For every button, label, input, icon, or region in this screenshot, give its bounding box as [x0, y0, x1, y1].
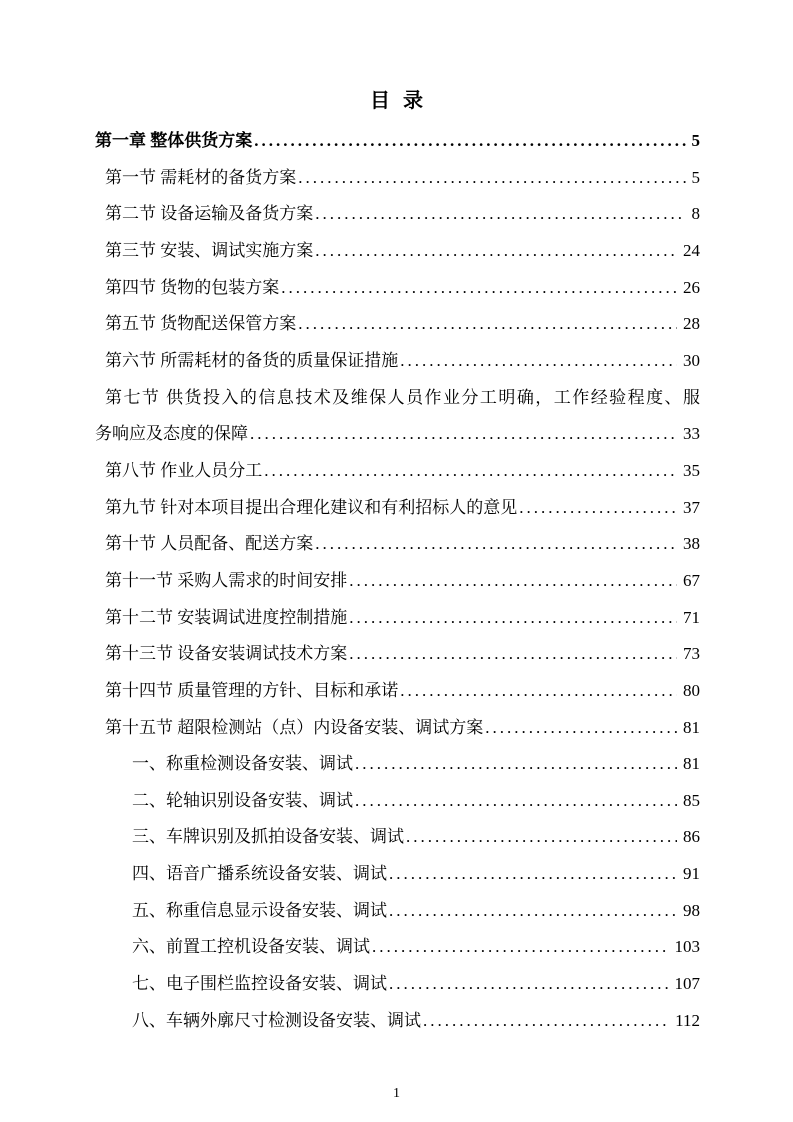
toc-entry-text: 第十二节 安装调试进度控制措施: [105, 607, 348, 627]
toc-entry[interactable]: [95, 929, 700, 966]
toc-entry[interactable]: [95, 563, 700, 600]
toc-entry-page: 91: [683, 864, 700, 884]
toc-entry-text: 四、语音广播系统设备安装、调试: [132, 864, 387, 884]
toc-entry-page: 30: [683, 350, 700, 370]
toc-entry[interactable]: [95, 966, 700, 1003]
toc-entry-page: 35: [683, 460, 700, 480]
dot-leader: [400, 673, 677, 710]
toc-entry[interactable]: [95, 123, 700, 160]
toc-entry-text: 第九节 针对本项目提出合理化建议和有利招标人的意见: [105, 497, 518, 517]
toc-entry-page: 67: [683, 570, 700, 590]
toc-entry-text: 第六节 所需耗材的备货的质量保证措施: [105, 350, 399, 370]
toc-entry-page: 24: [683, 240, 700, 260]
dot-leader: [372, 929, 669, 966]
toc-entry-page: 26: [683, 277, 700, 297]
toc-entry-text: 五、称重信息显示设备安装、调试: [132, 900, 387, 920]
toc-entry-text: 务响应及态度的保障: [95, 424, 248, 444]
toc-entry-page: 8: [691, 204, 700, 224]
dot-leader: [389, 966, 669, 1003]
dot-leader: [315, 233, 677, 270]
toc-entry[interactable]: [95, 233, 700, 270]
dot-leader: [355, 746, 677, 783]
dot-leader: [298, 160, 685, 197]
toc-entry[interactable]: [95, 710, 700, 747]
toc-entry-page: 5: [691, 167, 700, 187]
toc-list: [95, 123, 700, 1039]
toc-entry-text: 第八节 作业人员分工: [105, 460, 263, 480]
toc-entry[interactable]: [95, 380, 700, 453]
dot-leader: [349, 563, 677, 600]
toc-entry-text: 二、轮轴识别设备安装、调试: [132, 790, 353, 810]
toc-entry-text: 第七节 供货投入的信息技术及维保人员作业分工明确，工作经验程度、服: [105, 387, 700, 407]
dot-leader: [349, 600, 677, 637]
dot-leader: [264, 453, 677, 490]
toc-entry-text: 第十四节 质量管理的方针、目标和承诺: [105, 680, 399, 700]
toc-entry-page: 81: [683, 717, 700, 737]
toc-entry[interactable]: [95, 636, 700, 673]
toc-entry[interactable]: [95, 306, 700, 343]
toc-entry[interactable]: [95, 856, 700, 893]
toc-entry-text: 八、车辆外廓尺寸检测设备安装、调试: [132, 1010, 421, 1030]
toc-entry[interactable]: [95, 783, 700, 820]
toc-entry-text: 第十五节 超限检测站（点）内设备安装、调试方案: [105, 717, 484, 737]
dot-leader: [298, 306, 677, 343]
dot-leader: [389, 856, 677, 893]
toc-entry-page: 37: [683, 497, 700, 517]
toc-entry[interactable]: [95, 819, 700, 856]
toc-entry[interactable]: [95, 893, 700, 930]
toc-entry-page: 5: [691, 131, 700, 150]
footer-page-number: 1: [393, 1086, 400, 1101]
toc-entry-page: 71: [683, 607, 700, 627]
toc-entry-page: 28: [683, 314, 700, 334]
toc-entry[interactable]: [95, 746, 700, 783]
toc-entry-text: 六、前置工控机设备安装、调试: [132, 937, 370, 957]
toc-entry[interactable]: [95, 1003, 700, 1040]
dot-leader: [250, 416, 677, 453]
dot-leader: [423, 1003, 669, 1040]
toc-entry-page: 86: [683, 827, 700, 847]
dot-leader: [355, 783, 677, 820]
toc-entry-page: 103: [674, 937, 700, 957]
toc-entry[interactable]: [95, 490, 700, 527]
toc-entry-text: 第四节 货物的包装方案: [105, 277, 280, 297]
dot-leader: [400, 343, 677, 380]
toc-entry[interactable]: [95, 160, 700, 197]
toc-entry-text: 第五节 货物配送保管方案: [105, 314, 297, 334]
toc-entry[interactable]: [95, 453, 700, 490]
toc-entry-text: 第三节 安装、调试实施方案: [105, 240, 314, 260]
toc-entry-text: 第十三节 设备安装调试技术方案: [105, 644, 348, 664]
toc-entry-page: 112: [675, 1010, 700, 1030]
toc-entry-page: 81: [683, 754, 700, 774]
dot-leader: [254, 123, 685, 160]
dot-leader: [389, 893, 677, 930]
toc-entry-page: 33: [683, 424, 700, 444]
toc-title: 目 录: [370, 90, 423, 112]
toc-entry-text: 三、车牌识别及抓拍设备安装、调试: [132, 827, 404, 847]
toc-entry-text: 一、称重检测设备安装、调试: [132, 754, 353, 774]
dot-leader: [485, 710, 677, 747]
dot-leader: [315, 526, 677, 563]
toc-entry-page: 38: [683, 534, 700, 554]
toc-entry-text: 第一章 整体供货方案: [95, 131, 253, 150]
toc-entry[interactable]: [95, 270, 700, 307]
toc-entry-text: 第一节 需耗材的备货方案: [105, 167, 297, 187]
dot-leader: [281, 270, 677, 307]
toc-entry-page: 73: [683, 644, 700, 664]
toc-entry-text: 第十节 人员配备、配送方案: [105, 534, 314, 554]
toc-entry-page: 85: [683, 790, 700, 810]
dot-leader: [519, 490, 677, 527]
toc-entry[interactable]: [95, 526, 700, 563]
toc-entry[interactable]: [95, 600, 700, 637]
toc-entry-text: 七、电子围栏监控设备安装、调试: [132, 974, 387, 994]
toc-entry-text: 第二节 设备运输及备货方案: [105, 204, 314, 224]
dot-leader: [315, 196, 685, 233]
dot-leader: [349, 636, 677, 673]
toc-entry[interactable]: [95, 343, 700, 380]
toc-entry-page: 98: [683, 900, 700, 920]
dot-leader: [406, 819, 677, 856]
toc-entry-page: 80: [683, 680, 700, 700]
toc-entry[interactable]: [95, 673, 700, 710]
toc-entry-page: 107: [674, 974, 700, 994]
toc-entry-text: 第十一节 采购人需求的时间安排: [105, 570, 348, 590]
toc-entry[interactable]: [95, 196, 700, 233]
